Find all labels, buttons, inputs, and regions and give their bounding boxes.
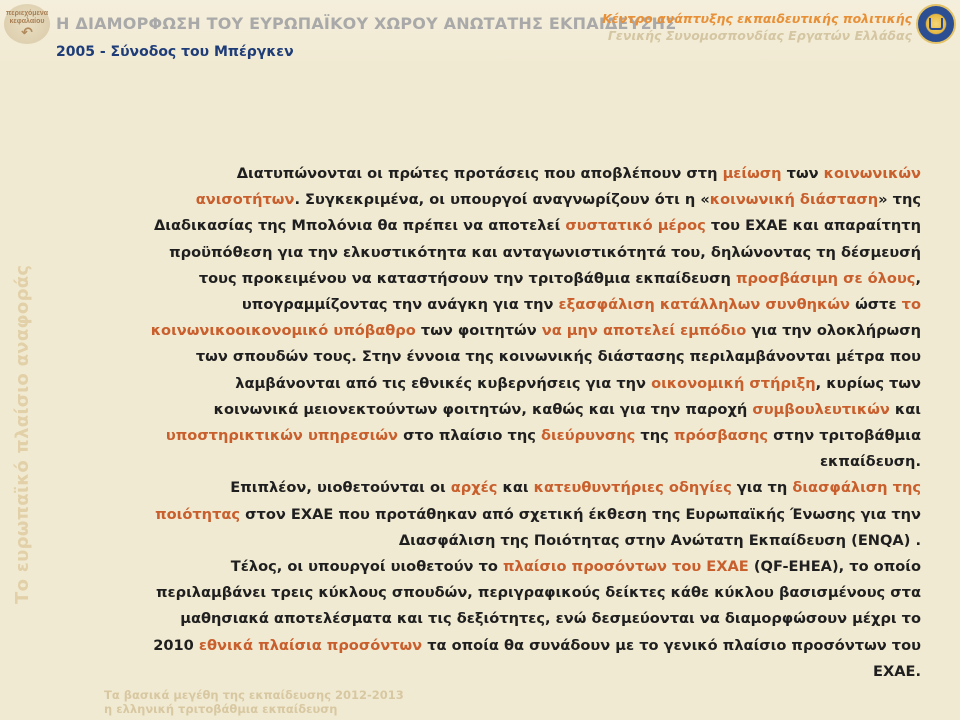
paragraph <box>146 161 921 475</box>
highlighted-term: διασφάλιση της ποιότητας <box>155 479 921 523</box>
organization-name <box>602 10 912 44</box>
text-run: των <box>781 165 824 182</box>
highlighted-term: εξασφάλιση κατάλληλων συνθηκών <box>558 296 850 314</box>
text-run: , κυρίως των κοινωνικά μειονεκτούντων φοιτητών, καθώς και για την παροχή <box>213 374 921 418</box>
text-run: του ΕΧΑΕ και απαραίτητη προϋπόθεση για την ελκυστικότητα και ανταγωνιστικότητά του, δηλώνοντας τη δέσμευσή τους προκειμένου να καταστήσουν την τριτοβάθμια εκπαίδευση <box>169 217 921 287</box>
highlighted-term: διεύρυνσης <box>540 427 636 445</box>
header <box>0 0 960 68</box>
text-run: για τη <box>731 479 793 497</box>
text-run: και <box>889 400 921 418</box>
text-run: και <box>497 479 534 497</box>
highlighted-term: συμβουλευτικών <box>752 400 890 418</box>
text-run: των φοιτητών <box>415 322 542 340</box>
logo-left-line2: κεφαλαίου <box>9 18 45 25</box>
text-run: , υπογραμμίζοντας την ανάγκη για την <box>241 269 921 314</box>
highlighted-term: κατευθυντήριες οδηγίες <box>533 479 732 497</box>
chapter-contents-link[interactable] <box>4 4 50 44</box>
text-run: για την ολοκλήρωση των σπουδών τους. Στην έννοια της κοινωνικής διάστασης περιλαμβάνονται μέτρα που λαμβάνονται από τις εθνικές κυβερνήσεις για την <box>195 322 921 392</box>
highlighted-term: εθνικά πλαίσια προσόντων <box>198 636 423 654</box>
logo-left-line1: περιεχόμενα <box>5 10 49 17</box>
page-subtitle: 2005 - Σύνοδος του Μπέργκεν <box>56 44 294 60</box>
text-run: στην τριτοβάθμια εκπαίδευση. <box>768 427 921 471</box>
text-run: » της Διαδικασίας της Μπολόνια θα πρέπει να αποτελεί <box>154 191 921 235</box>
org-line1: Κέντρο ανάπτυξης εκπαιδευτικής πολιτικής <box>602 11 912 26</box>
footer-line1: Τα βασικά μεγέθη της εκπαίδευσης 2012-2013 <box>104 688 404 702</box>
highlighted-term: το κοινωνικοοικονομικό υπόβαθρο <box>150 296 921 340</box>
text-run: στον ΕΧΑΕ που προτάθηκαν από σχετική έκθεση της Ευρωπαϊκής Ένωσης για την Διασφάλιση της Ποιότητας στην Ανώτατη Εκπαίδευση (ENQA) . <box>240 505 921 549</box>
text-run: στο πλαίσιο της <box>398 427 541 445</box>
highlighted-term: κοινωνική διάσταση <box>709 191 879 209</box>
book-icon <box>929 18 943 30</box>
text-run: τα οποία θα συνάδουν με το γενικό πλαίσιο προσόντων του ΕΧΑΕ. <box>422 636 921 680</box>
text-run: (QF-EHEA), το οποίο περιλαμβάνει τρεις κύκλους σπουδών, περιγραφικούς δείκτες κάθε κύκλου βασισμένους στα μαθησιακά αποτελέσματα και τις δεξιότητες, ενώ δεσμεύονται να διαμορφώσουν μέχρι το 2010 <box>153 558 921 654</box>
highlighted-term: κοινωνικών ανισοτήτων <box>195 165 921 209</box>
footer <box>104 688 404 716</box>
highlighted-term: μείωση <box>722 165 782 182</box>
page-title: Η ΔΙΑΜΟΡΦΩΣΗ ΤΟΥ ΕΥΡΩΠΑΪΚΟΥ ΧΩΡΟΥ ΑΝΩΤΑΤΗΣ ΕΚΠΑΙΔΕΥΣΗΣ <box>56 14 677 33</box>
text-run: Διατυπώνονται οι πρώτες προτάσεις που αποβλέπουν στη <box>236 165 723 182</box>
text-run: Επιπλέον, υιοθετούνται οι <box>230 479 451 497</box>
text-run: Τέλος, οι υπουργοί υιοθετούν το <box>230 558 503 576</box>
org-line2: Γενικής Συνομοσπονδίας Εργατών Ελλάδας <box>607 28 912 43</box>
return-arrow-icon: ↶ <box>21 24 33 40</box>
highlighted-term: υποστηρικτικών υπηρεσιών <box>165 427 398 445</box>
highlighted-term: αρχές <box>450 479 498 497</box>
text-run: ώστε <box>850 296 902 314</box>
highlighted-term: πλαίσιο προσόντων του ΕΧΑΕ <box>503 558 749 576</box>
highlighted-term: προσβάσιμη σε όλους <box>735 269 916 287</box>
text-run: . Συγκεκριμένα, οι υπουργοί αναγνωρίζουν ότι η « <box>294 191 710 209</box>
book-emblem-icon <box>916 4 956 44</box>
paragraph <box>146 554 921 685</box>
paragraph <box>146 475 921 554</box>
highlighted-term: οικονομική στήριξη <box>651 374 816 392</box>
footer-line2: η ελληνική τριτοβάθμια εκπαίδευση <box>104 702 338 716</box>
text-run: της <box>635 427 674 445</box>
highlighted-term: πρόσβασης <box>673 427 769 445</box>
main-text <box>146 161 921 685</box>
highlighted-term: να μην αποτελεί εμπόδιο <box>541 322 747 340</box>
highlighted-term: συστατικό μέρος <box>565 217 706 235</box>
